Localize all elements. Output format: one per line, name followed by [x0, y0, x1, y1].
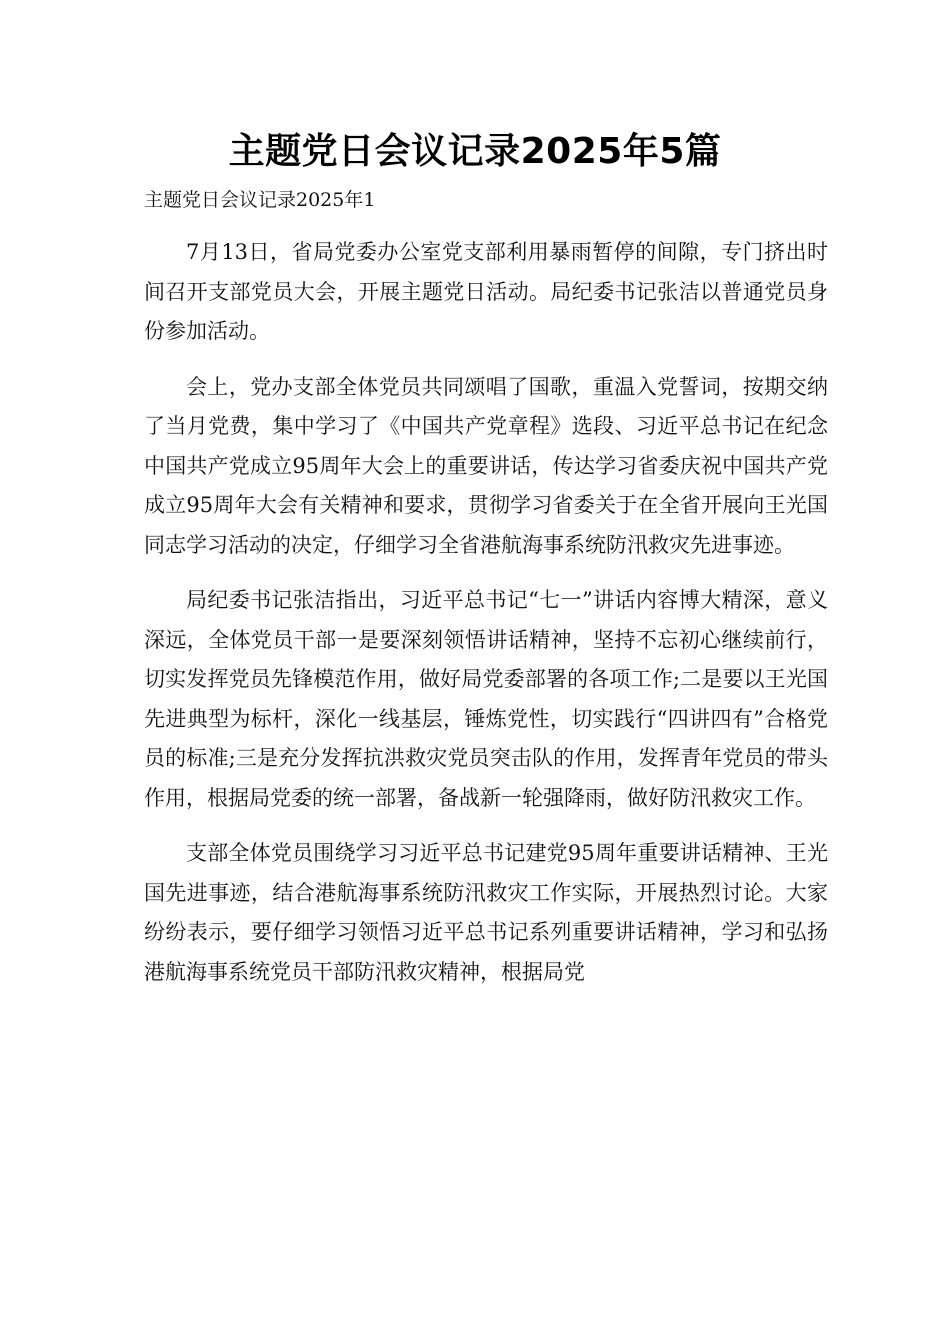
document-title: 主题党日会议记录2025年5篇	[228, 131, 722, 172]
document-subtitle: 主题党日会议记录2025年1	[144, 189, 376, 211]
body-paragraph: 7月13日，省局党委办公室党支部利用暴雨暂停的间隙，专门挤出时间召开支部党员大会，开展主题党日活动。局纪委书记张洁以普通党员身份参加活动。	[144, 240, 828, 343]
body-paragraph: 支部全体党员围绕学习习近平总书记建党95周年重要讲话精神、王光国先进事迹，结合港航海事系统防汛救灾工作实际，开展热烈讨论。大家纷纷表示，要仔细学习领悟习近平总书记系列重要讲话精神，学习和弘扬港航海事系统党员干部防汛救灾精神，根据局党	[144, 841, 828, 984]
body-paragraph: 会上，党办支部全体党员共同颂唱了国歌，重温入党誓词，按期交纳了当月党费，集中学习了《中国共产党章程》选段、习近平总书记在纪念中国共产党成立95周年大会上的重要讲话，传达学习省委庆祝中国共产党成立95周年大会有关精神和要求，贯彻学习省委关于在全省开展向王光国同志学习活动的决定，仔细学习全省港航海事系统防汛救灾先进事迹。	[144, 374, 828, 557]
document-body	[144, 233, 828, 1008]
body-paragraph: 局纪委书记张洁指出，习近平总书记“七一”讲话内容博大精深，意义深远，全体党员干部一是要深刻领悟讲话精神，坚持不忘初心继续前行，切实发挥党员先锋模范作用，做好局党委部署的各项工作;二是要以王光国先进典型为标杆，深化一线基层，锤炼党性，切实践行“四讲四有”合格党员的标准;三是充分发挥抗洪救灾党员突击队的作用，发挥青年党员的带头作用，根据局党委的统一部署，备战新一轮强降雨，做好防汛救灾工作。	[144, 588, 828, 810]
